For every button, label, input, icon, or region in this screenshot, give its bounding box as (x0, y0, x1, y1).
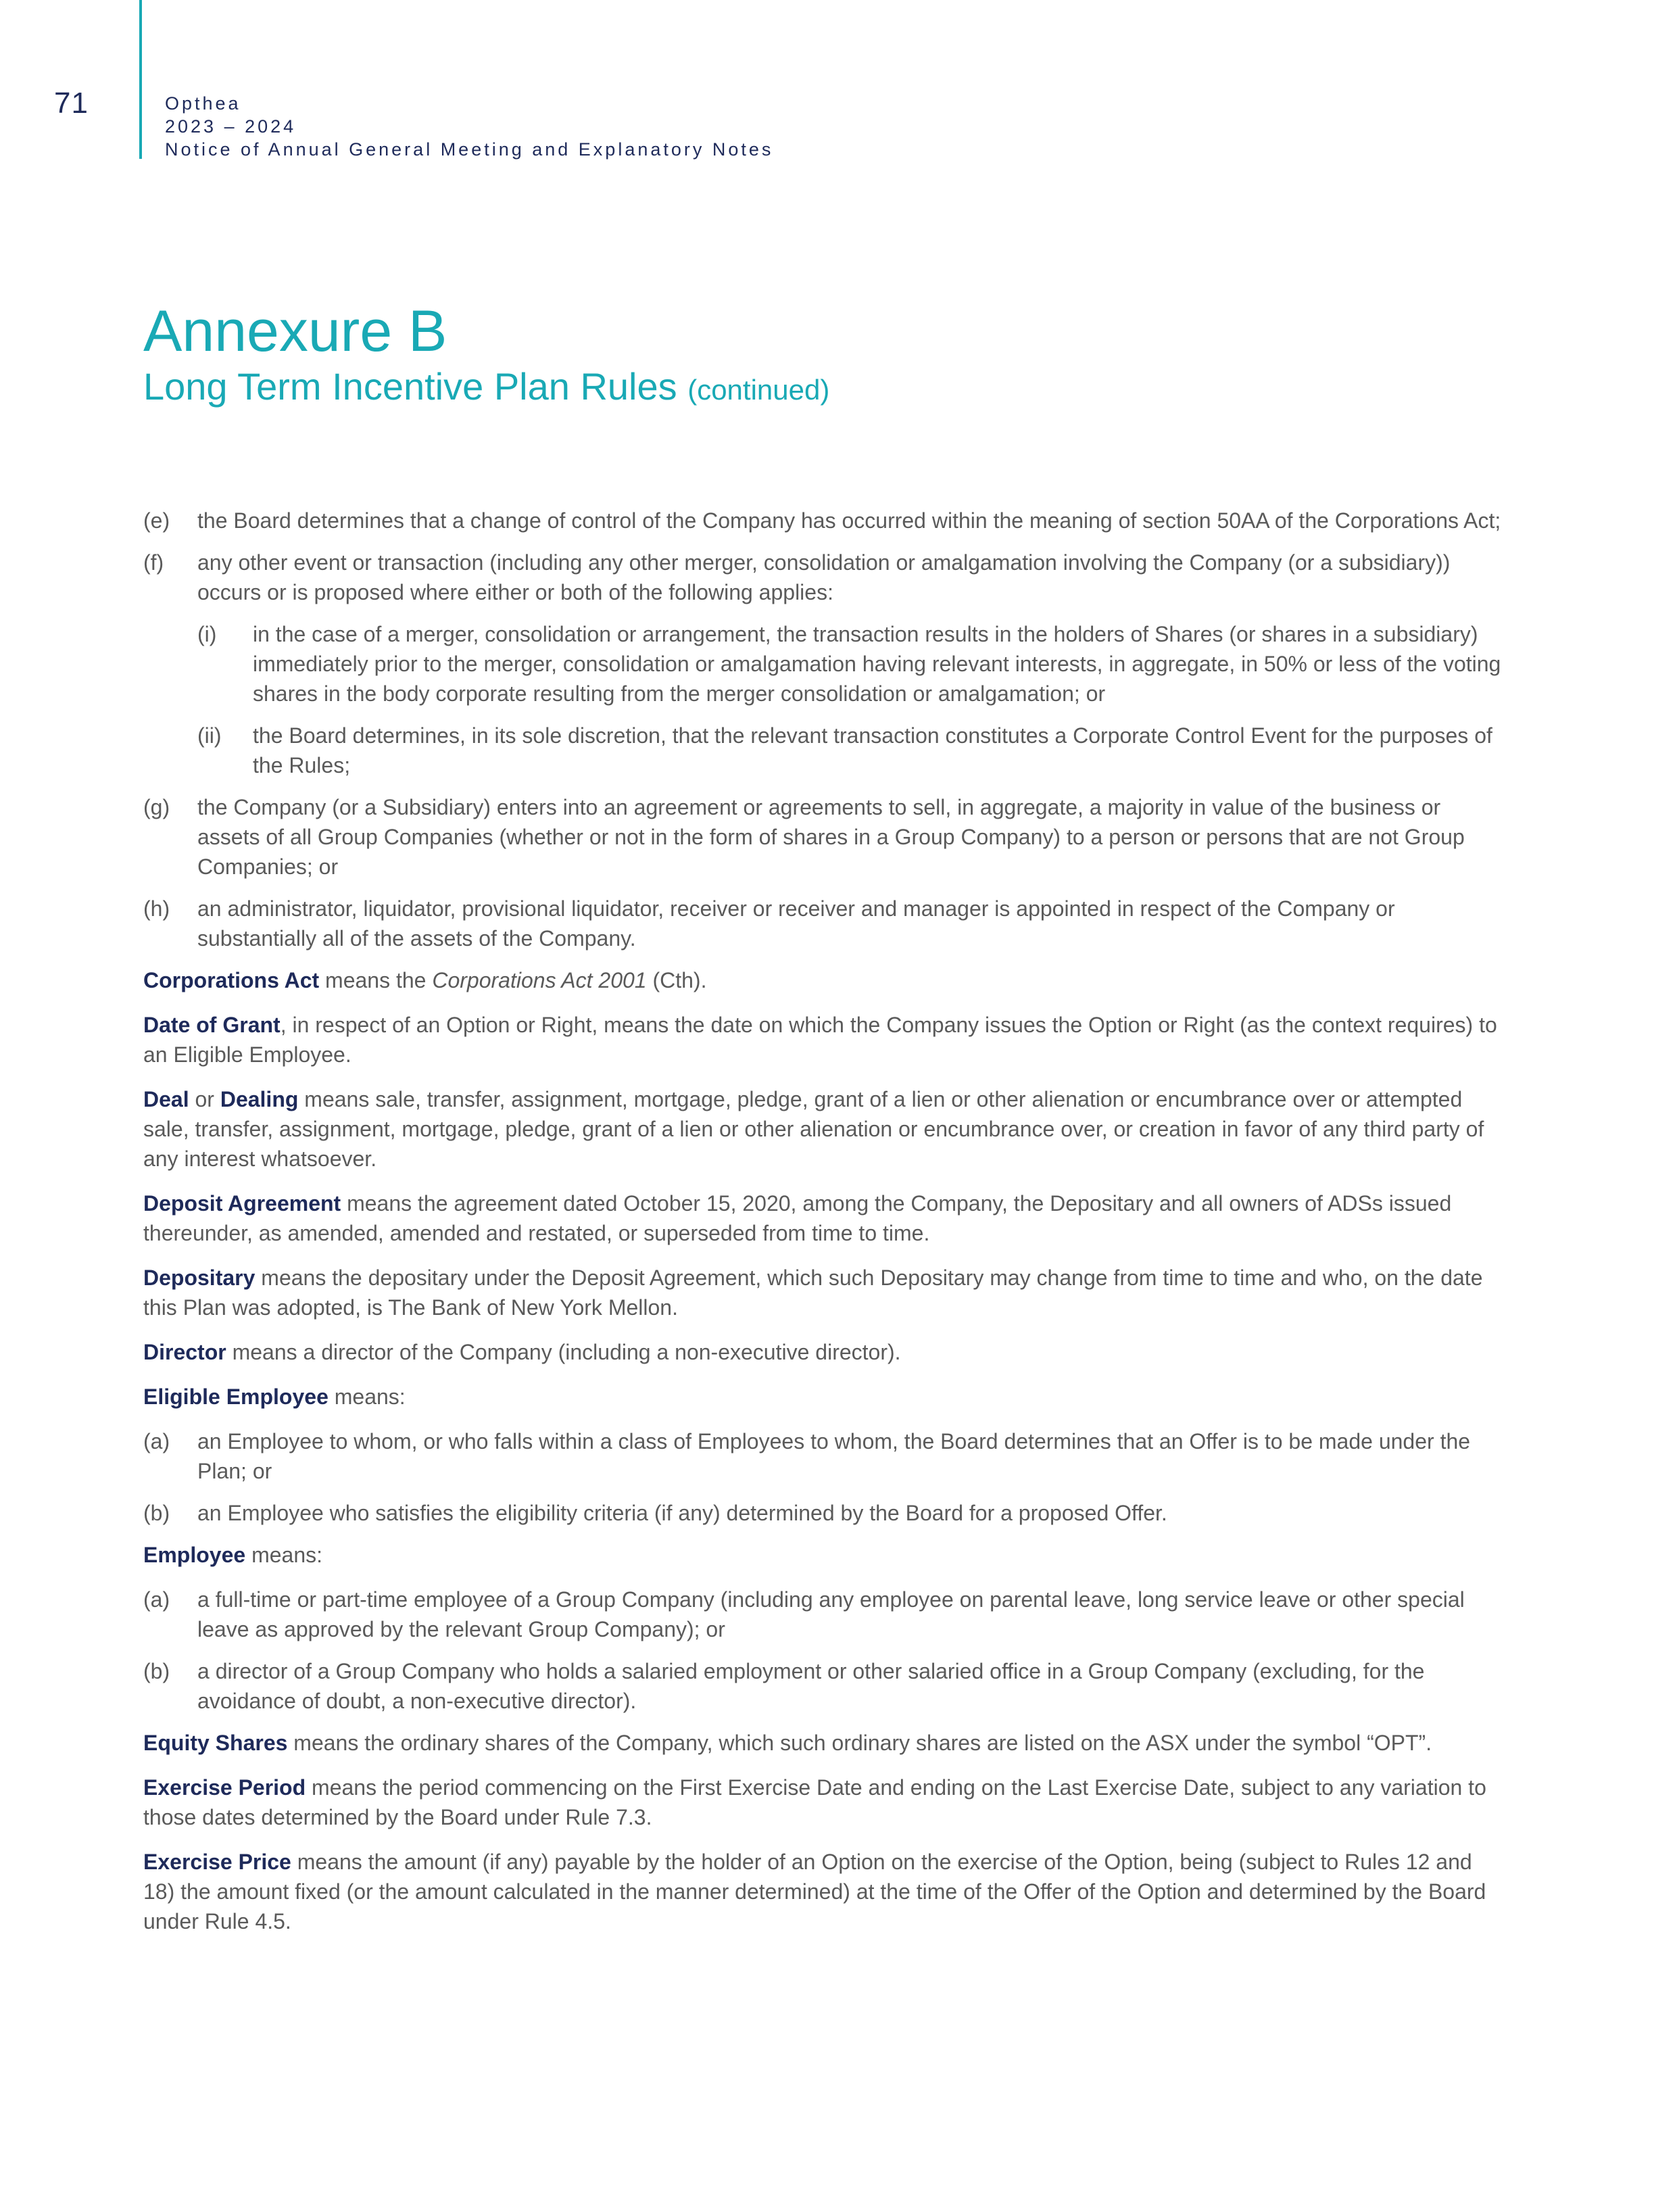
list-item (143, 548, 1502, 607)
definition-corporations-act (143, 965, 1502, 995)
header-years: 2023 – 2024 (165, 116, 297, 137)
list-item (143, 1585, 1502, 1644)
list-item (143, 792, 1502, 882)
sub-item-text: the Board determines, in its sole discretion, that the relevant transaction constitutes a Corporate Control Event for the purposes of the Rules; (253, 723, 1492, 777)
page-title: Annexure B (143, 299, 447, 364)
term: Deposit Agreement (143, 1191, 341, 1216)
list-item (143, 1498, 1502, 1528)
definition-text: (Cth). (646, 968, 707, 992)
sub-item-text: in the case of a merger, consolidation or arrangement, the transaction results in the holders of Shares (or shares in a subsidiary) immediately prior to the merger, consolidation or amalgamation having relevant interests, in aggregate, in 50% or less of the voting shares in the body corporate resulting from the merger consolidation or amalgamation; or (253, 622, 1501, 706)
term: Depositary (143, 1266, 256, 1290)
term: Deal (143, 1087, 189, 1111)
definition-equity-shares (143, 1728, 1502, 1758)
definition-deposit-agreement (143, 1188, 1502, 1248)
definition-director (143, 1337, 1502, 1367)
definition-eligible-employee (143, 1382, 1502, 1412)
page-subtitle (143, 362, 829, 414)
list-item (143, 1656, 1502, 1716)
term: Equity Shares (143, 1731, 288, 1755)
item-text: an Employee who satisfies the eligibility criteria (if any) determined by the Board for a proposed Offer. (197, 1501, 1167, 1525)
list-item (143, 1426, 1502, 1486)
term: Exercise Period (143, 1775, 306, 1800)
item-label: (h) (143, 896, 170, 921)
item-text: the Board determines that a change of control of the Company has occurred within the meaning of section 50AA of the Corporations Act; (197, 508, 1501, 533)
term: Corporations Act (143, 968, 320, 992)
item-text: a director of a Group Company who holds a salaried employment or other salaried office in a Group Company (excluding, for the avoidance of doubt, a non-executive director). (197, 1659, 1425, 1713)
item-text: any other event or transaction (including any other merger, consolidation or amalgamation involving the Company (or a subsidiary)) occurs or is proposed where either or both of the following applies: (197, 550, 1451, 604)
definition-text: means the amount (if any) payable by the holder of an Option on the exercise of the Option, being (subject to Rules 12 and 18) the amount fixed (or the amount calculated in the manner determined) at the time of the Offer of the Option and determined by the Board under Rule 4.5. (143, 1850, 1486, 1933)
item-text: the Company (or a Subsidiary) enters into an agreement or agreements to sell, in aggregate, a majority in value of the business or assets of all Group Companies (whether or not in the form of shares in a Group Company) to a person or persons that are not Group Companies; or (197, 795, 1465, 879)
definition-text: , in respect of an Option or Right, means the date on which the Company issues the Option or Right (as the context requires) to an Eligible Employee. (143, 1013, 1497, 1067)
definition-text: means a director of the Company (including a non-executive director). (226, 1340, 901, 1364)
item-label: (a) (143, 1429, 170, 1453)
item-label: (g) (143, 795, 170, 819)
term: Eligible Employee (143, 1385, 329, 1409)
definition-exercise-period (143, 1773, 1502, 1832)
definition-text: means the depositary under the Deposit Agreement, which such Depositary may change from time to time and who, on the date this Plan was adopted, is The Bank of New York Mellon. (143, 1266, 1483, 1320)
definition-text: means: (328, 1385, 406, 1409)
sub-list-item (143, 721, 1502, 780)
item-label: (a) (143, 1587, 170, 1612)
sub-item-label: (i) (197, 622, 217, 646)
definition-deal (143, 1084, 1502, 1174)
sub-item-label: (ii) (197, 723, 222, 748)
act-title: Corporations Act 2001 (432, 968, 647, 992)
header-document: Notice of Annual General Meeting and Explanatory Notes (165, 139, 774, 160)
term: Exercise Price (143, 1850, 291, 1874)
definition-text: means: (245, 1543, 322, 1567)
page-number: 71 (54, 87, 89, 120)
item-text: an Employee to whom, or who falls within a class of Employees to whom, the Board determines that an Offer is to be made under the Plan; or (197, 1429, 1471, 1483)
definition-employee (143, 1540, 1502, 1570)
definition-text: means the period commencing on the First Exercise Date and ending on the Last Exercise Date, subject to any variation to those dates determined by the Board under Rule 7.3. (143, 1775, 1486, 1829)
term: Employee (143, 1543, 246, 1567)
running-header (165, 92, 773, 161)
sub-list-item (143, 619, 1502, 708)
item-label: (b) (143, 1659, 170, 1683)
term: Dealing (220, 1087, 299, 1111)
term: Date of Grant (143, 1013, 281, 1037)
definition-date-of-grant (143, 1010, 1502, 1069)
item-text: an administrator, liquidator, provisional liquidator, receiver or receiver and manager is appointed in respect of the Company or substantially all of the assets of the Company. (197, 896, 1395, 951)
header-divider (139, 0, 142, 159)
list-item (143, 506, 1502, 535)
definition-exercise-price (143, 1847, 1502, 1936)
definition-depositary (143, 1263, 1502, 1322)
header-company: Opthea (165, 93, 241, 114)
list-item (143, 894, 1502, 953)
subtitle-suffix: (continued) (687, 374, 830, 406)
definition-text: means sale, transfer, assignment, mortgage, pledge, grant of a lien or other alienation or encumbrance over or attempted sale, transfer, assignment, mortgage, pledge, grant of a lien or other alienation or encumbrance over, or creation in favor of any third party of any interest whatsoever. (143, 1087, 1484, 1171)
item-text: a full-time or part-time employee of a Group Company (including any employee on parental leave, long service leave or other special leave as approved by the relevant Group Company); or (197, 1587, 1465, 1641)
item-label: (e) (143, 508, 170, 533)
item-label: (b) (143, 1501, 170, 1525)
item-label: (f) (143, 550, 164, 575)
definition-text: means the (319, 968, 433, 992)
definition-text: means the agreement dated October 15, 2020, among the Company, the Depositary and all owners of ADSs issued thereunder, as amended, amended and restated, or superseded from time to time. (143, 1191, 1452, 1245)
definition-text: means the ordinary shares of the Company, which such ordinary shares are listed on the ASX under the symbol “OPT”. (287, 1731, 1432, 1755)
definition-text: or (189, 1087, 220, 1111)
subtitle-text: Long Term Incentive Plan Rules (143, 365, 677, 408)
document-body (143, 506, 1502, 1951)
term: Director (143, 1340, 226, 1364)
